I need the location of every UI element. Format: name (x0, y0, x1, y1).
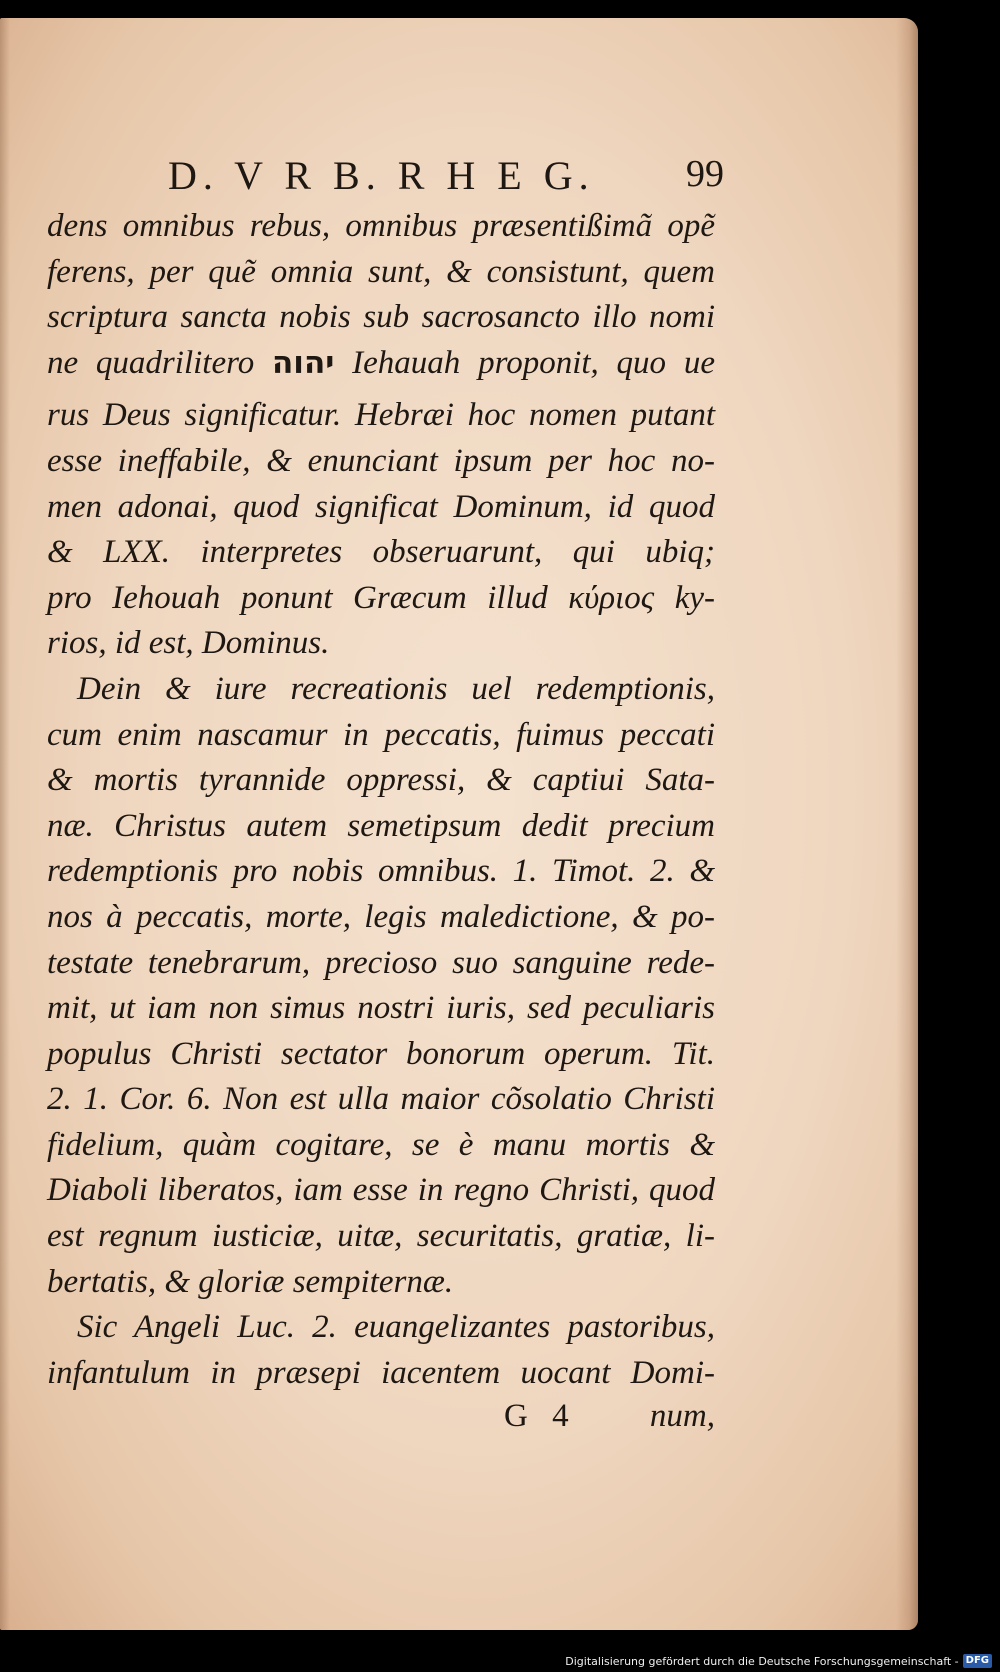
running-head (168, 152, 728, 202)
body-text (47, 204, 715, 1396)
text-line: bertatis, & gloriæ sempiternæ. (47, 1263, 454, 1300)
text-line: & LXX. interpretes obseruarunt, qui ubiq; (47, 534, 715, 571)
text-line-part: Iehauah proponit, quo ue (352, 344, 715, 381)
text-line: rus Deus significatur. Hebræi hoc nomen putant (47, 397, 715, 434)
text-line: nos à peccatis, morte, legis maledictione, & po- (47, 898, 715, 935)
catchword: num, (649, 1398, 715, 1434)
catch-row (47, 1398, 715, 1448)
text-line: redemptionis pro nobis omnibus. 1. Timot. 2. & (47, 853, 715, 890)
funding-credit-text: Digitalisierung gefördert durch die Deutsche Forschungsgemeinschaft - (565, 1654, 959, 1668)
text-line: populus Christi sectator bonorum operum. Tit. (47, 1035, 715, 1072)
text-line: men adonai, quod significat Dominum, id quod (47, 488, 715, 525)
page-edge-shadow-left (0, 18, 10, 1630)
text-line: Dein & iure recreationis uel redemptionis, (77, 670, 715, 707)
text-line-with-greek (47, 576, 715, 622)
text-line: & mortis tyrannide oppressi, & captiui Sata- (47, 762, 715, 799)
text-line: Diaboli liberatos, iam esse in regno Christi, quod (47, 1172, 715, 1209)
hebrew-tetragrammaton: יהוה (272, 344, 335, 381)
footer-bar (0, 1648, 1000, 1672)
text-line: cum enim nascamur in peccatis, fuimus peccati (47, 716, 715, 753)
text-line: Sic Angeli Luc. 2. euangelizantes pastoribus, (77, 1309, 715, 1346)
text-line: rios, id est, Dominus. (47, 625, 330, 662)
text-line: esse ineffabile, & enunciant ipsum per hoc no- (47, 442, 715, 479)
text-line-part: pro Iehouah ponunt Græcum illud (47, 579, 548, 616)
text-line-part: ne quadrilitero (47, 344, 255, 381)
text-line: 2. 1. Cor. 6. Non est ulla maior cõsolatio Christi (47, 1081, 715, 1118)
text-line: testate tenebrarum, precioso suo sanguine rede- (47, 944, 715, 981)
text-line: fidelium, quàm cogitare, se è manu mortis & (47, 1126, 715, 1163)
text-line: infantulum in præsepi iacentem uocant Domi- (47, 1354, 715, 1391)
page-number: 99 (686, 153, 724, 195)
greek-kyrios: κύριος (568, 579, 655, 616)
text-line-with-hebrew (47, 341, 715, 387)
page-edge-shadow-right (896, 18, 918, 1630)
book-page (0, 18, 918, 1630)
text-line: dens omnibus rebus, omnibus præsentißimã opẽ (47, 208, 715, 244)
signature-mark: G 4 (504, 1398, 577, 1434)
funding-credit (565, 1652, 992, 1670)
running-title: D. V R B. R H E G. (168, 153, 595, 198)
text-line: mit, ut iam non simus nostri iuris, sed peculiaris (47, 990, 715, 1027)
text-line: ferens, per quẽ omnia sunt, & consistunt, quem (47, 253, 715, 290)
text-line: scriptura sancta nobis sub sacrosancto illo nomi (47, 299, 715, 336)
dfg-logo-icon: DFG (963, 1654, 992, 1668)
text-line: est regnum iusticiæ, uitæ, securitatis, gratiæ, li- (47, 1218, 715, 1255)
text-line: næ. Christus autem semetipsum dedit precium (47, 807, 715, 844)
text-line-part: ky- (674, 579, 716, 616)
